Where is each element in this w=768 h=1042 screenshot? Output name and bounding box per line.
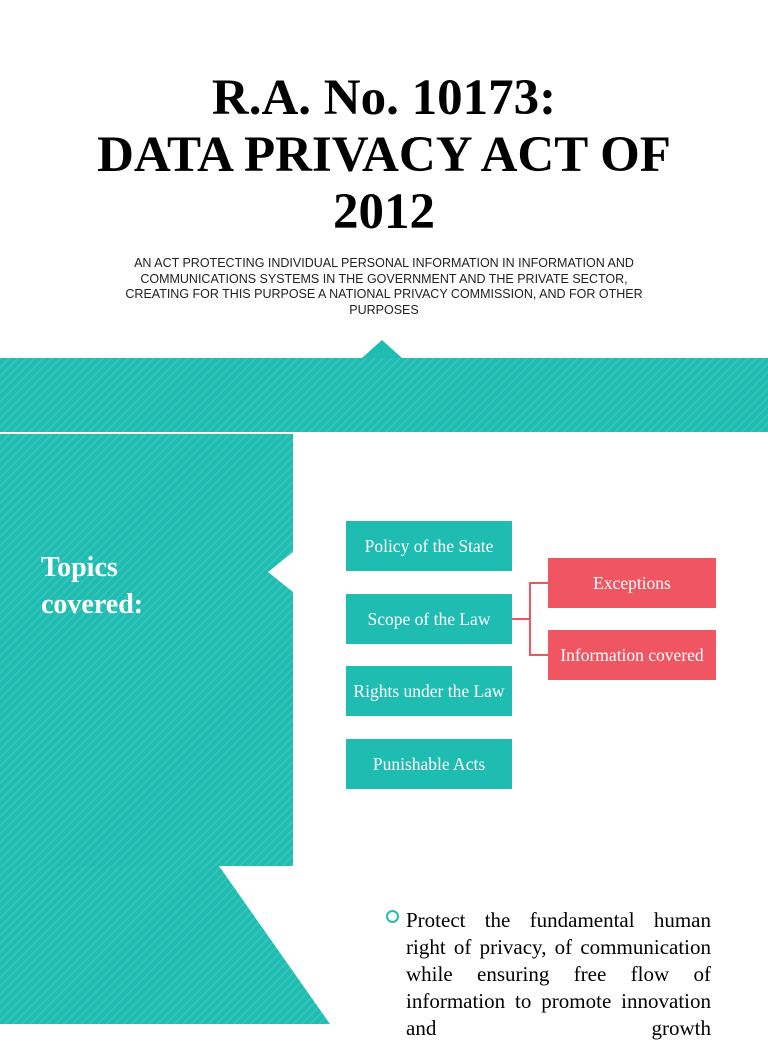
title-line: 2012 <box>333 184 435 240</box>
teal-band <box>0 358 768 432</box>
teal-corner-shape <box>0 866 330 1024</box>
bullet-text: Protect the fundamental human right of privacy, of communication while ensuring free flow of information to promote innovation and growth <box>406 908 711 1040</box>
connector-line <box>529 582 548 584</box>
heading-line: Topics <box>41 552 118 583</box>
bullet-circle-icon <box>386 910 399 923</box>
topic-rights-under-the-law: Rights under the Law <box>346 666 512 716</box>
title-line: R.A. No. 10173: <box>211 70 557 126</box>
connector-line <box>529 654 548 656</box>
connector-line <box>529 582 531 656</box>
panel-notch <box>268 552 293 592</box>
band-notch <box>362 340 402 358</box>
heading-line: covered: <box>41 589 144 620</box>
topic-policy-of-the-state: Policy of the State <box>346 521 512 571</box>
connector-line <box>512 618 530 620</box>
topic-punishable-acts: Punishable Acts <box>346 739 512 789</box>
subtopic-exceptions: Exceptions <box>548 558 716 608</box>
slide-subtitle: AN ACT PROTECTING INDIVIDUAL PERSONAL INFORMATION IN INFORMATION AND COMMUNICATIONS SYSTEMS IN THE GOVERNMENT AND THE PRIVATE SECTOR, CREATING FOR THIS PURPOSE A NATIONAL PRIVACY COMMISSION, AND FOR OTHER PURPOSES <box>125 256 643 317</box>
topic-scope-of-the-law: Scope of the Law <box>346 594 512 644</box>
slide-title <box>0 70 768 241</box>
subtopic-information-covered: Information covered <box>548 630 716 680</box>
topics-heading <box>41 549 241 623</box>
topics-panel <box>0 434 293 866</box>
title-line: DATA PRIVACY ACT OF <box>97 127 671 183</box>
